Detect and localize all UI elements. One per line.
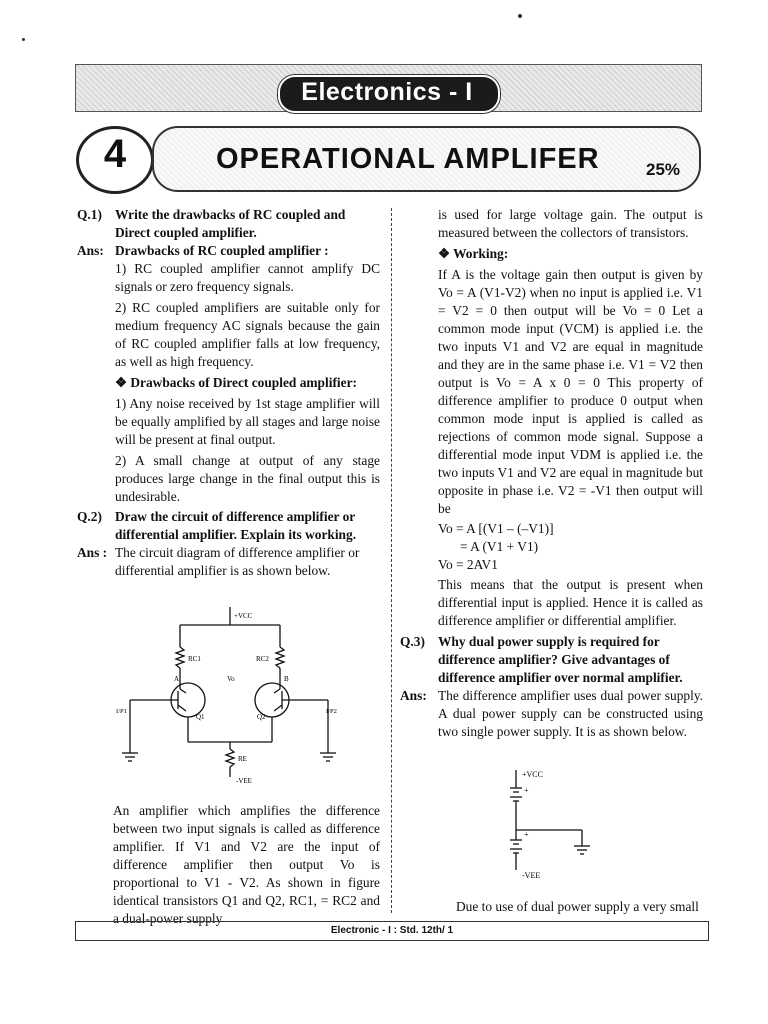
answer-3 — [400, 687, 703, 741]
answer-label: Ans: — [77, 243, 104, 258]
subject-title: Electronics - I — [301, 78, 473, 106]
supply-plus-top: + — [524, 786, 529, 795]
dual-power-supply-circuit — [500, 762, 620, 887]
differential-amplifier-circuit — [100, 605, 370, 790]
circuit-label-rc1: RC1 — [188, 655, 201, 663]
answer-text: The difference amplifier uses dual power supply. A dual power supply can be constructed using two single power supply. It is as shown below. — [438, 688, 703, 739]
question-number: Q.2) — [77, 509, 102, 524]
answer-1-heading — [77, 242, 380, 260]
page-footer: Electronic - I : Std. 12th/ 1 — [75, 921, 709, 941]
equation-line: Vo = 2AV1 — [438, 557, 498, 572]
circuit-label-node-a: A — [174, 675, 180, 683]
question-3 — [400, 633, 703, 687]
question-1 — [77, 206, 380, 242]
answer-paragraph: 1) Any noise received by 1st stage amplifier will be equally amplified by all stages and large noise will be present at final output. — [115, 396, 380, 447]
scan-speck — [518, 14, 522, 18]
left-closing-paragraph: An amplifier which amplifies the difference between two input signals is called as difference amplifier. If V1 and V2 are the input of difference amplifier then output Vo is proportional to V1 - V2. As shown in figure identical transistors Q1 and Q2, RC1, = RC2 and a dual-power supply — [113, 803, 380, 926]
answer-heading: Drawbacks of RC coupled amplifier : — [115, 243, 329, 258]
answer-paragraph: 2) RC coupled amplifiers are suitable only for medium frequency AC signals because the gain of RC coupled amplifier falls at low frequency, as well as high frequency. — [115, 300, 380, 369]
chapter-number: 4 — [103, 132, 127, 176]
circuit-label-node-b: B — [284, 675, 289, 683]
bullet-heading: ❖ Working: — [438, 246, 509, 261]
supply-label-vee: -VEE — [522, 871, 541, 880]
question-2 — [77, 508, 380, 544]
question-number: Q.1) — [77, 207, 102, 222]
circuit-label-ip2: I/P2 — [326, 708, 337, 715]
question-text: Why dual power supply is required for difference amplifier? Give advantages of difference amplifier over normal amplifier. — [438, 634, 683, 685]
supply-label-vcc: +VCC — [522, 770, 543, 779]
right-last-line: Due to use of dual power supply a very small — [456, 899, 699, 914]
circuit-label-re: RE — [238, 755, 247, 763]
question-number: Q.3) — [400, 634, 425, 649]
answer-paragraph: This means that the output is present when differential input is applied. Hence it is called as difference amplifier or differential amplifier. — [438, 577, 703, 628]
answer-2 — [77, 544, 380, 580]
circuit-label-vee: -VEE — [236, 777, 252, 785]
circuit-label-ip1: I/P1 — [116, 708, 127, 715]
answer-paragraph: is used for large voltage gain. The output is measured between the collectors of transistors. — [438, 207, 703, 240]
question-text: Write the drawbacks of RC coupled and Direct coupled amplifier. — [115, 207, 346, 240]
equation-line: Vo = A [(V1 – (–V1)] — [438, 521, 554, 536]
left-column — [77, 206, 380, 580]
answer-text: The circuit diagram of difference amplifier or differential amplifier is as shown below. — [115, 545, 360, 578]
chapter-title: OPERATIONAL AMPLIFER — [216, 143, 600, 175]
circuit-label-rc2: RC2 — [256, 655, 269, 663]
answer-label: Ans: — [400, 688, 427, 703]
circuit-label-vo: Vo — [227, 675, 235, 683]
question-text: Draw the circuit of difference amplifier or differential amplifier. Explain its working. — [115, 509, 357, 542]
bullet-heading: ❖ Drawbacks of Direct coupled amplifier: — [115, 375, 357, 390]
circuit-label-vcc: +VCC — [234, 612, 253, 620]
supply-plus-bottom: + — [524, 830, 529, 839]
answer-label: Ans : — [77, 545, 108, 560]
answer-paragraph: 1) RC coupled amplifier cannot amplify DC signals or zero frequency signals. — [115, 261, 380, 294]
circuit-label-q2: Q2 — [257, 713, 266, 721]
answer-paragraph: 2) A small change at output of any stage produces large change in the final output this is undesirable. — [115, 453, 380, 504]
scan-speck — [22, 38, 25, 41]
column-divider — [391, 208, 392, 913]
chapter-weightage: 25% — [646, 160, 681, 179]
answer-paragraph: If A is the voltage gain then output is given by Vo = A (V1-V2) when no input is applied i.e. V1 = V2 = 0 then output will be Vo = 0 Let a common mode input (VCM) is applied i.e. the two inputs V1 and V2 are equal in magnitude and they are in the same phase i.e. V1 = V2 then output is Vo = A x 0 = 0 This property of difference amplifier to produce 0 output when common mode input is applied is called as rejections of common mode signal. Suppose a differential mode input VDM is applied i.e. the two inputs V1 and V2 are equal in magnitude but opposite in phase i.e. V2 = -V1 then output will be — [438, 267, 703, 516]
circuit-label-q1: Q1 — [196, 713, 205, 721]
right-column — [400, 206, 703, 741]
equation-line: = A (V1 + V1) — [460, 539, 539, 554]
